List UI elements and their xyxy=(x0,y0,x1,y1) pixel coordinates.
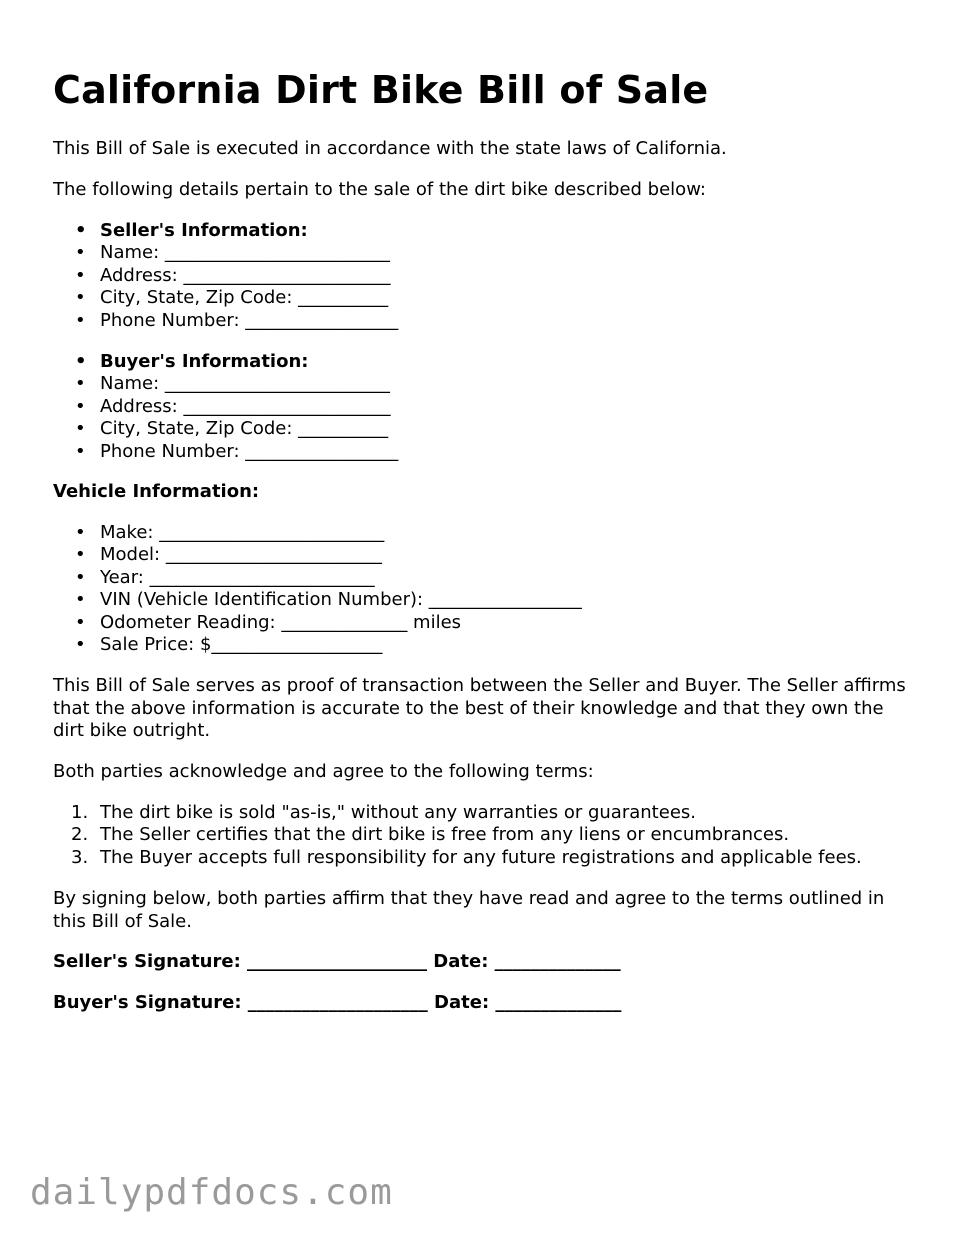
buyer-phone-field: • Phone Number: _________________ xyxy=(53,441,398,463)
seller-info-list xyxy=(53,220,398,332)
terms-list xyxy=(53,802,862,869)
term-item xyxy=(53,847,862,869)
buyer-address-field: • Address: _______________________ xyxy=(53,396,398,418)
intro-paragraph: This Bill of Sale is executed in accordance with the state laws of California. xyxy=(53,138,727,159)
seller-signature-line: Seller's Signature: ____________________ Date: ______________ xyxy=(53,951,621,972)
seller-phone-field: • Phone Number: _________________ xyxy=(53,310,398,332)
seller-address-field: • Address: _______________________ xyxy=(53,265,398,287)
vehicle-info-list xyxy=(53,522,582,656)
term-number: 2. xyxy=(71,824,89,846)
term-text: The Seller certifies that the dirt bike is free from any liens or encumbrances. xyxy=(100,824,790,846)
term-number: 3. xyxy=(71,846,89,868)
page-title: California Dirt Bike Bill of Sale xyxy=(53,68,709,112)
vehicle-make-field: • Make: _________________________ xyxy=(53,522,582,544)
vehicle-price-field: • Sale Price: $___________________ xyxy=(53,634,582,656)
vehicle-year-field: • Year: _________________________ xyxy=(53,567,582,589)
term-number: 1. xyxy=(71,802,89,823)
term-item xyxy=(53,802,862,824)
vehicle-odometer-field: • Odometer Reading: ______________ miles xyxy=(53,612,582,634)
buyer-heading: • Buyer's Information: xyxy=(53,351,398,373)
buyer-name-field: • Name: _________________________ xyxy=(53,373,398,395)
term-text: The dirt bike is sold "as-is," without any warranties or guarantees. xyxy=(100,802,696,823)
vehicle-heading: Vehicle Information: xyxy=(53,481,260,502)
seller-name-field: • Name: _________________________ xyxy=(53,242,398,264)
term-text: The Buyer accepts full responsibility for any future registrations and applicable fees. xyxy=(100,846,862,868)
buyer-signature-line: Buyer's Signature: ____________________ Date: ______________ xyxy=(53,992,622,1013)
seller-city-field: • City, State, Zip Code: __________ xyxy=(53,287,398,309)
proof-paragraph: This Bill of Sale serves as proof of transaction between the Seller and Buyer. The Seller affirms that the above information is accurate to the best of their knowledge and that they own the dirt bike outright. xyxy=(53,675,906,741)
vehicle-model-field: • Model: ________________________ xyxy=(53,544,582,566)
watermark: dailypdfdocs.com xyxy=(30,1172,393,1213)
closing-paragraph: By signing below, both parties affirm that they have read and agree to the terms outlined in this Bill of Sale. xyxy=(53,888,885,932)
terms-intro: Both parties acknowledge and agree to the following terms: xyxy=(53,761,594,782)
details-intro: The following details pertain to the sale of the dirt bike described below: xyxy=(53,179,706,200)
buyer-info-list xyxy=(53,351,398,463)
seller-heading: • Seller's Information: xyxy=(53,220,398,242)
term-item xyxy=(53,824,862,846)
vehicle-vin-field: • VIN (Vehicle Identification Number): _________________ xyxy=(53,589,582,611)
buyer-city-field: • City, State, Zip Code: __________ xyxy=(53,418,398,440)
